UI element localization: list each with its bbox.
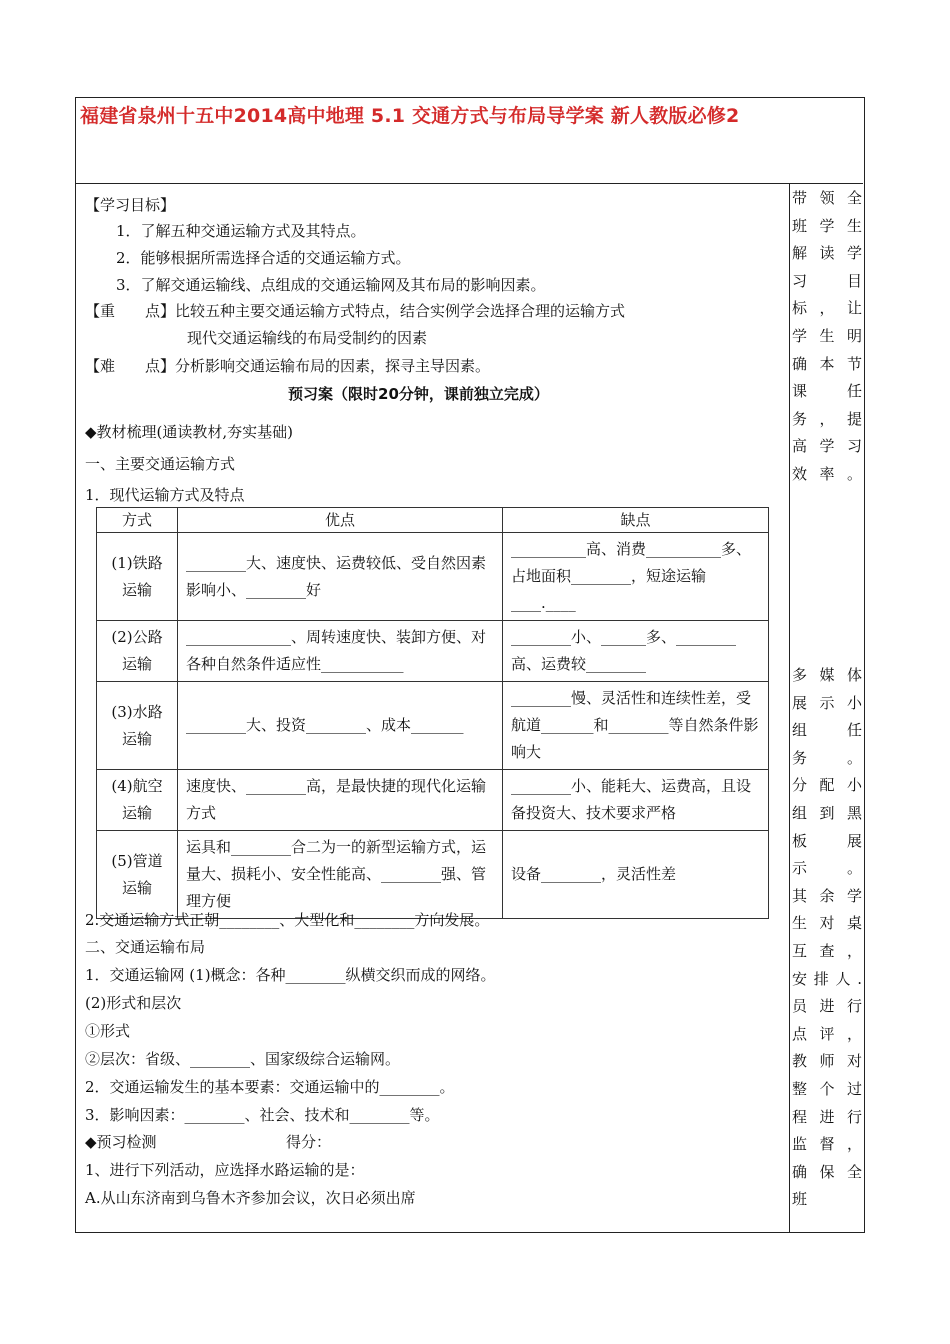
difficult-point-text: 分析影响交通运输布局的因素，探寻主导因素。: [175, 357, 491, 375]
side-column-divider: [789, 184, 790, 1232]
column-header: 方式: [97, 508, 178, 533]
side-note-line: 多媒体: [792, 666, 862, 684]
body-line: 3．影响因素：________、社会、技术和________等。: [85, 1106, 440, 1124]
table-row: [97, 533, 769, 621]
difficult-point-label: 【难 点】: [85, 357, 176, 375]
transport-modes-table: [96, 507, 769, 919]
side-note-line: 组 任: [792, 721, 862, 740]
side-note-line: 互查，: [792, 941, 862, 960]
goal-item: 1．了解五种交通运输方式及其特点。: [116, 222, 366, 240]
column-header: 优点: [178, 508, 503, 533]
cons-cell: __________高、消费__________多、占地面积________，短途运输____.____: [503, 533, 769, 621]
side-note-line: 带领全: [792, 189, 862, 207]
goal-item: 2．能够根据所需选择合适的交通运输方式。: [116, 249, 411, 267]
goal-item: 3．了解交通运输线、点组成的交通运输网及其布局的影响因素。: [116, 276, 546, 294]
body-line: 2.交通运输方式正朝________、大型化和________方向发展。: [85, 911, 490, 929]
section-intro: ◆教材梳理(通读教材,夯实基础): [85, 423, 294, 441]
pros-cell: 速度快、________高，是最快捷的现代化运输方式: [178, 770, 503, 831]
side-note-line: 分配小: [792, 776, 862, 795]
body-line: ②层次：省级、________、国家级综合运输网。: [85, 1050, 401, 1068]
body-line: 2．交通运输发生的基本要素：交通运输中的________。: [85, 1078, 455, 1096]
side-note-line: 标，让: [792, 299, 862, 318]
side-note-line: 整个过: [792, 1079, 862, 1098]
page-title: 福建省泉州十五中2014高中地理 5.1 交通方式与布局导学案 新人教版必修2: [80, 105, 740, 127]
title-row: [76, 98, 863, 184]
key-point-text: 比较五种主要交通运输方式特点，结合实例学会选择合理的运输方式: [175, 302, 626, 320]
side-note-line: 安排人.: [792, 969, 862, 988]
side-note-line: 高学习: [792, 437, 862, 456]
side-note-line: 生对桌: [792, 914, 862, 933]
mode-cell: (3)水路运输: [97, 682, 178, 770]
pros-cell: ________大、速度快、运费较低、受自然因素影响小、________好: [178, 533, 503, 621]
score-label: 得分：: [286, 1133, 332, 1151]
side-note-line: 点评，: [792, 1024, 862, 1043]
column-header: 缺点: [503, 508, 769, 533]
mode-cell: (4)航空运输: [97, 770, 178, 831]
cons-cell: ________小、______多、________高、运费较________: [503, 621, 769, 682]
side-note-line: 解读学: [792, 244, 862, 263]
pros-cell: ________大、投资________、成本_______: [178, 682, 503, 770]
side-note-line: 教师对: [792, 1052, 862, 1071]
cons-cell: ________慢、灵活性和连续性差，受航道_______和________等自然条件影响大: [503, 682, 769, 770]
subsection-heading: 1．现代运输方式及特点: [85, 486, 245, 504]
cons-cell: 设备________，灵活性差: [503, 831, 769, 919]
pros-cell: 运具和________合二为一的新型运输方式，运量大、损耗小、安全性能高、________强、管理方便: [178, 831, 503, 919]
key-point-text-2: 现代交通运输线的布局受制约的因素: [187, 329, 428, 347]
body-line: (2)形式和层次: [85, 994, 182, 1012]
section-heading: 二、交通运输布局: [85, 938, 206, 956]
table-row: [97, 621, 769, 682]
table-row: [97, 770, 769, 831]
section-heading: 一、主要交通运输方式: [85, 455, 236, 473]
side-note-line: 课 任: [792, 382, 862, 401]
mode-cell: (2)公路运输: [97, 621, 178, 682]
side-note-line: 务。: [792, 748, 862, 767]
mode-cell: (1)铁路运输: [97, 533, 178, 621]
side-note-line: 展示小: [792, 693, 862, 712]
pros-cell: ______________、周转速度快、装卸方便、对各种自然条件适应性___________: [178, 621, 503, 682]
body-line: ①形式: [85, 1022, 131, 1040]
question-text: 1、进行下列活动，应选择水路运输的是：: [85, 1161, 365, 1179]
side-note-line: 班学生: [792, 216, 862, 235]
side-note-line: 员进行: [792, 997, 862, 1016]
body-line: 1．交通运输网 (1)概念：各种________纵横交织而成的网络。: [85, 966, 496, 984]
side-note-line: 组到黑: [792, 803, 862, 822]
side-note-line: 监督，: [792, 1135, 862, 1154]
side-note-line: 示。: [792, 859, 862, 878]
key-point-label: 【重 点】: [85, 302, 176, 320]
side-note-line: 确保全: [792, 1162, 862, 1181]
worksheet-frame: [75, 97, 865, 1233]
key-point: [85, 300, 625, 321]
side-note-2: [792, 662, 862, 1214]
side-note-line: 效率。: [792, 464, 862, 483]
preview-heading: 预习案（限时20分钟，课前独立完成）: [288, 385, 549, 403]
side-note-line: 程进行: [792, 1107, 862, 1126]
side-note-line: 班: [792, 1190, 808, 1209]
side-note-line: 学生明: [792, 326, 862, 345]
difficult-point: [85, 355, 490, 376]
side-note-line: 确本节: [792, 354, 862, 373]
side-note-1: [792, 185, 862, 489]
goals-header: 【学习目标】: [85, 196, 176, 214]
table-row: [97, 831, 769, 919]
side-note-line: 板 展: [792, 831, 862, 850]
cons-cell: ________小、能耗大、运费高，且设备投资大、技术要求严格: [503, 770, 769, 831]
table-row: [97, 682, 769, 770]
question-option: A.从山东济南到乌鲁木齐参加会议，次日必须出席: [85, 1189, 416, 1207]
side-note-line: 习 目: [792, 271, 862, 290]
mode-cell: (5)管道运输: [97, 831, 178, 919]
side-note-line: 务，提: [792, 409, 862, 428]
preview-check-heading: ◆预习检测: [85, 1133, 157, 1151]
side-note-line: 其余学: [792, 886, 862, 905]
table-header-row: [97, 508, 769, 533]
